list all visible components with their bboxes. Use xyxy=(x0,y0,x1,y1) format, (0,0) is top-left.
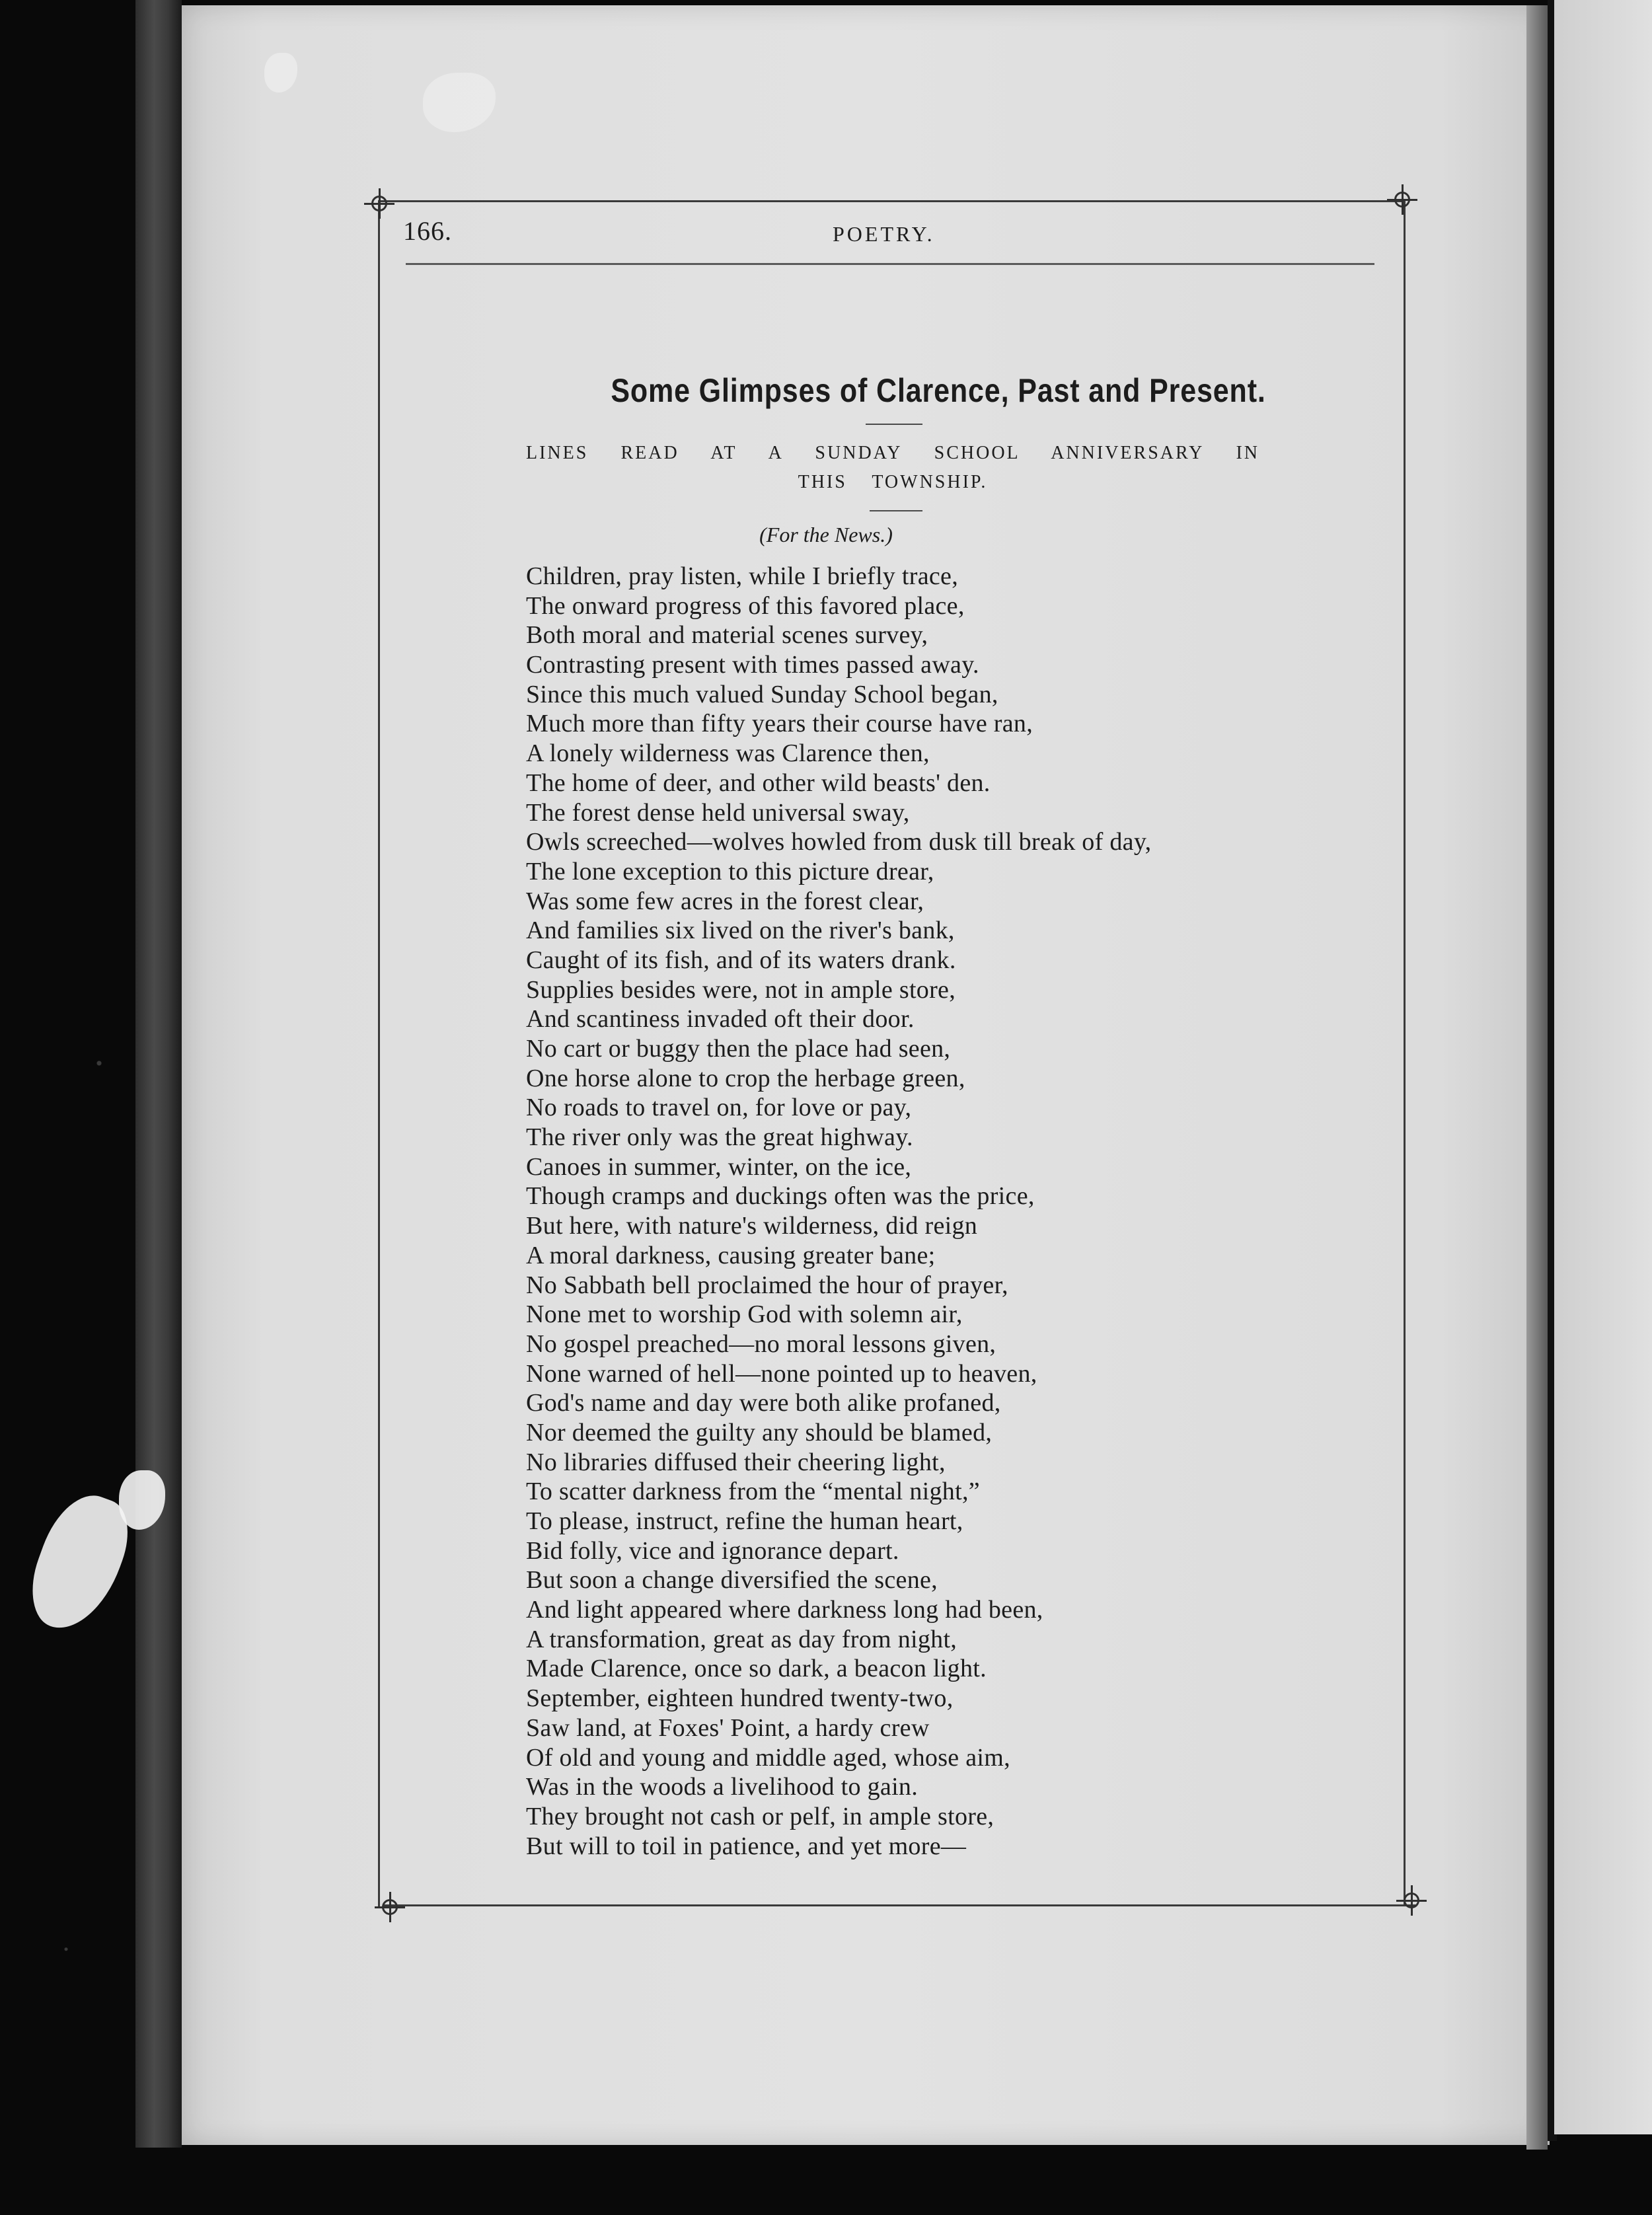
poem-line: A moral darkness, causing greater bane; xyxy=(526,1241,936,1269)
poem-line: The forest dense held universal sway, xyxy=(526,798,910,827)
poem-subtitle: LINES READ AT A SUNDAY SCHOOL ANNIVERSARY IN THIS TOWNSHIP. xyxy=(526,443,1259,492)
poem-line: To scatter darkness from the “mental night,” xyxy=(526,1478,980,1506)
frame-right-rule xyxy=(1404,200,1406,1906)
poem-line: The onward progress of this favored place, xyxy=(526,591,965,620)
poem-line: And light appeared where darkness long had been, xyxy=(526,1596,1043,1624)
poem-line: Contrasting present with times passed away. xyxy=(526,651,979,679)
poem-line: And scantiness invaded oft their door. xyxy=(526,1005,915,1033)
frame-left-rule xyxy=(378,200,380,1906)
poem-title: Some Glimpses of Clarence, Past and Present. xyxy=(611,372,1266,409)
poem-line: Was some few acres in the forest clear, xyxy=(526,887,924,915)
page-edge xyxy=(1526,5,1548,2150)
poem-line: Supplies besides were, not in ample store, xyxy=(526,975,956,1004)
poem-line: No libraries diffused their cheering light, xyxy=(526,1448,946,1476)
poem-line: Made Clarence, once so dark, a beacon light. xyxy=(526,1655,987,1683)
poem-line: One horse alone to crop the herbage green, xyxy=(526,1064,965,1092)
poem-line: They brought not cash or pelf, in ample store, xyxy=(526,1802,995,1830)
corner-ornament-icon xyxy=(1394,192,1410,207)
page-number: 166. xyxy=(403,216,452,246)
poem-line: Was in the woods a livelihood to gain. xyxy=(526,1773,919,1801)
poem-line: And families six lived on the river's bank, xyxy=(526,917,955,945)
header-rule xyxy=(406,263,1374,265)
poem-line: A transformation, great as day from night, xyxy=(526,1625,957,1653)
poem-line: None met to worship God with solemn air, xyxy=(526,1300,963,1329)
poem-line: Children, pray listen, while I briefly trace, xyxy=(526,562,959,590)
poem-line: The river only was the great highway. xyxy=(526,1123,913,1152)
poem-line: Nor deemed the guilty any should be blamed, xyxy=(526,1418,993,1446)
poem-line: The lone exception to this picture drear, xyxy=(526,857,934,885)
poem-line: God's name and day were both alike profaned, xyxy=(526,1389,1001,1417)
poem-line: Saw land, at Foxes' Point, a hardy crew xyxy=(526,1713,930,1742)
poem-line: Canoes in summer, winter, on the ice, xyxy=(526,1152,912,1181)
poem-line: A lonely wilderness was Clarence then, xyxy=(526,739,930,768)
corner-ornament-icon xyxy=(1404,1893,1419,1908)
poem-line: The home of deer, and other wild beasts' den. xyxy=(526,769,991,797)
poem-line: No cart or buggy then the place had seen, xyxy=(526,1035,951,1063)
poem-body xyxy=(526,562,1279,1861)
poem-line: Bid folly, vice and ignorance depart. xyxy=(526,1536,899,1565)
poem-byline: (For the News.) xyxy=(759,523,893,546)
poem-line: To please, instruct, refine the human heart, xyxy=(526,1507,963,1535)
subtitle-divider xyxy=(870,510,922,511)
poem-line: But here, with nature's wilderness, did reign xyxy=(526,1212,978,1240)
poem-line: Since this much valued Sunday School began, xyxy=(526,680,998,708)
poem-line: Both moral and material scenes survey, xyxy=(526,621,928,650)
book-spine xyxy=(135,0,182,2148)
poem-line: Of old and young and middle aged, whose aim, xyxy=(526,1743,1010,1772)
poem-line: None warned of hell—none pointed up to heaven, xyxy=(526,1359,1037,1388)
corner-ornament-icon xyxy=(371,196,387,211)
poem-line: But will to toil in patience, and yet more— xyxy=(526,1832,967,1860)
poem-line: No Sabbath bell proclaimed the hour of prayer, xyxy=(526,1271,1008,1299)
poem-line: Caught of its fish, and of its waters drank. xyxy=(526,946,956,974)
poem-line: No roads to travel on, for love or pay, xyxy=(526,1094,912,1122)
frame-top-rule xyxy=(378,200,1406,202)
running-head: POETRY. xyxy=(833,222,935,246)
poem-line: But soon a change diversified the scene, xyxy=(526,1566,938,1595)
facing-page-edge xyxy=(1554,0,1652,2134)
poem-line: Owls screeched—wolves howled from dusk till break of day, xyxy=(526,828,1152,856)
poem-line: Though cramps and duckings often was the price, xyxy=(526,1182,1035,1211)
poem-line: No gospel preached—no moral lessons given, xyxy=(526,1330,996,1358)
poem-line: September, eighteen hundred twenty-two, xyxy=(526,1684,954,1713)
frame-bottom-rule xyxy=(383,1904,1416,1906)
poem-line: Much more than fifty years their course have ran, xyxy=(526,710,1033,738)
title-divider xyxy=(866,424,922,425)
corner-ornament-icon xyxy=(382,1899,398,1915)
